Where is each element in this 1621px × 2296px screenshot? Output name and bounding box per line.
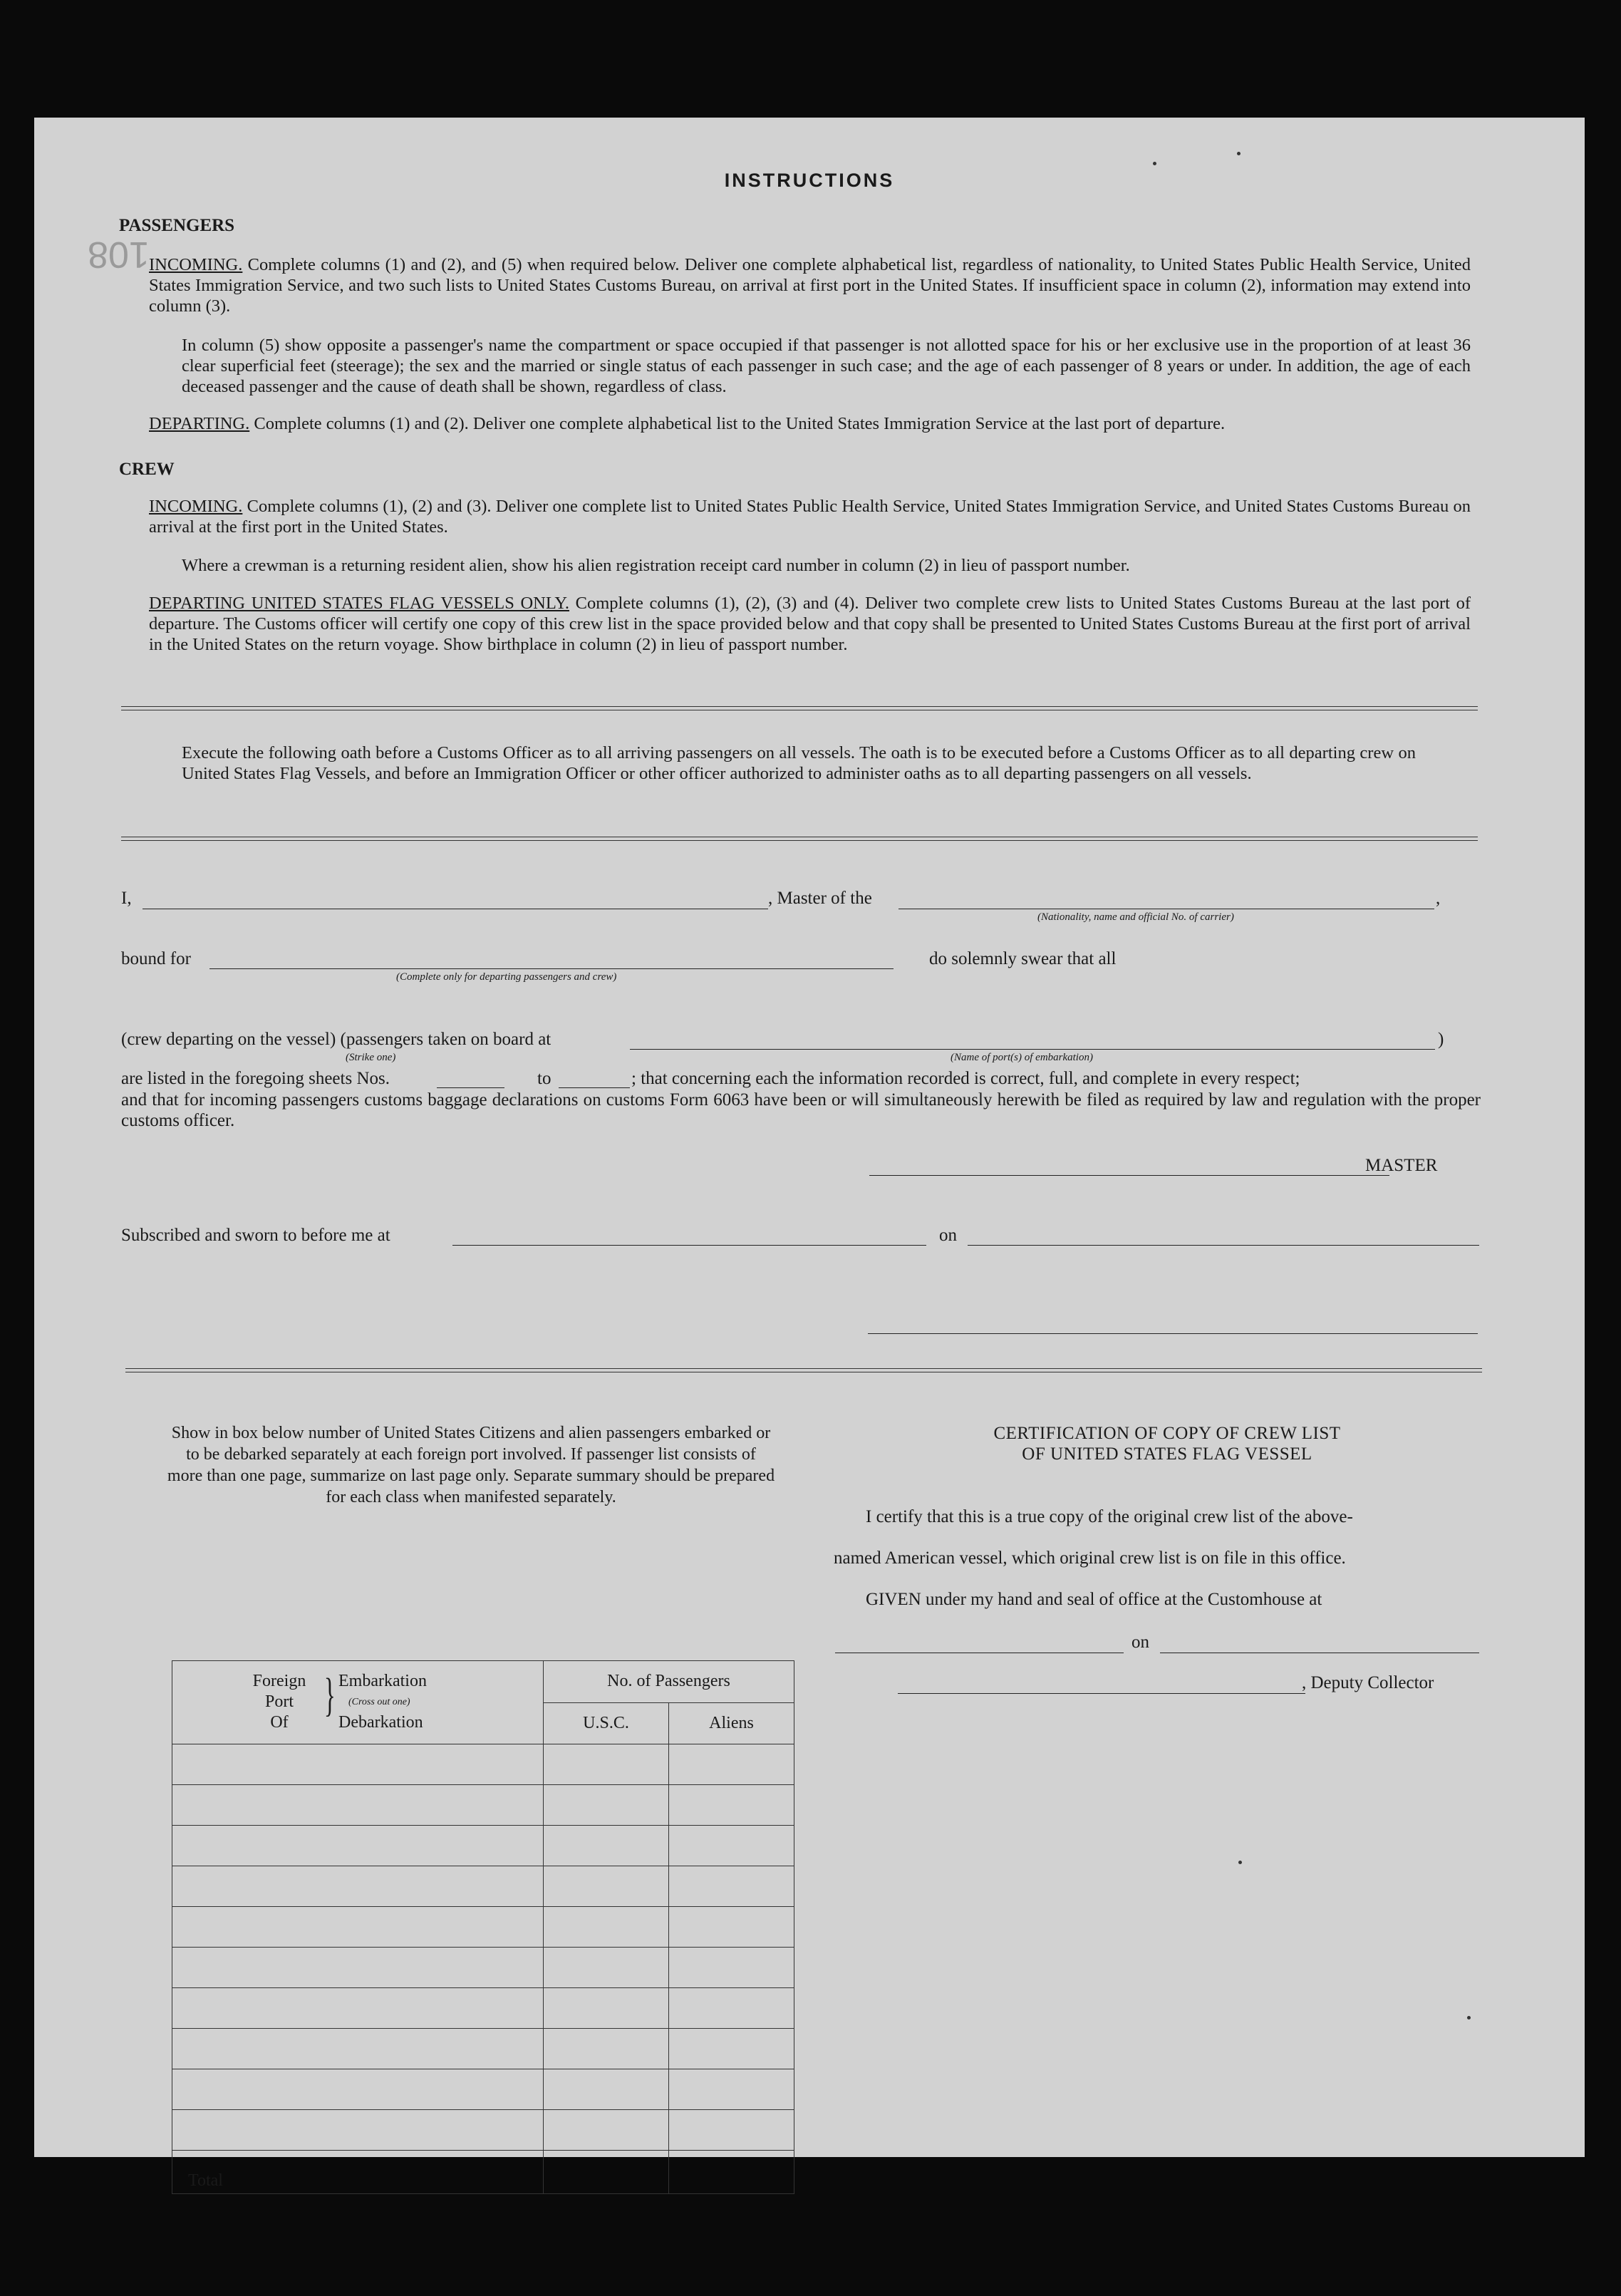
divider xyxy=(121,706,1478,710)
table-row[interactable] xyxy=(172,1744,794,1785)
table-row[interactable] xyxy=(172,2069,794,2110)
crew-heading: CREW xyxy=(119,460,175,479)
form-page xyxy=(34,118,1585,2190)
strike-one-caption: (Strike one) xyxy=(346,1052,396,1063)
margin-number: 108 xyxy=(88,234,150,275)
crew-incoming xyxy=(149,496,1471,537)
crew-departing-strike: (crew departing on the vessel) (passengers taken on board at xyxy=(121,1030,551,1049)
passengers-incoming xyxy=(149,254,1471,316)
bound-for-field[interactable] xyxy=(209,968,894,969)
swear: do solemnly swear that all xyxy=(929,949,1117,968)
listed-a: are listed in the foregoing sheets Nos. xyxy=(121,1069,390,1088)
foreign-label: Foreign xyxy=(252,1672,306,1690)
master-label: MASTER xyxy=(1365,1156,1438,1175)
table-header-row xyxy=(172,1661,794,1703)
embarkation-label: Embarkation xyxy=(338,1672,427,1690)
departing-caption: (Complete only for departing passengers and crew) xyxy=(396,971,617,983)
oath-i: I, xyxy=(121,889,132,908)
table-row[interactable] xyxy=(172,1826,794,1866)
passengers-departing-text: Complete columns (1) and (2). Deliver one complete alphabetical list to the United States Immigration Service at the last port of departure. xyxy=(254,414,1226,433)
port-label: Port xyxy=(264,1692,294,1711)
crew-departing-label: DEPARTING UNITED STATES FLAG VESSELS ONLY. xyxy=(149,594,570,613)
certify-line2: named American vessel, which original crew list is on file in this office. xyxy=(834,1548,1346,1568)
given: GIVEN under my hand and seal of office at the Customhouse at xyxy=(866,1590,1322,1609)
brace-symbol: } xyxy=(323,1669,336,1721)
usc-header: U.S.C. xyxy=(544,1702,669,1744)
table-row[interactable] xyxy=(172,1988,794,2029)
speck xyxy=(1153,162,1156,165)
table-row[interactable] xyxy=(172,2029,794,2069)
page-title: INSTRUCTIONS xyxy=(724,170,895,191)
master-of: , Master of the xyxy=(768,889,872,908)
sheet-from-field[interactable] xyxy=(437,1087,504,1088)
crew-departing-text: Complete columns (1), (2), (3) and (4). Deliver two complete crew lists to United States Customs Bureau at the last port of departure. The Customs officer will certify one copy of this crew list in the space provided below and that copy shall be presented to United States Customs Bureau at the first port of arrival in the United States on the return voyage. Show birthplace in column (2) in lieu of passport number. xyxy=(149,594,1471,654)
officer-signature-field[interactable] xyxy=(868,1333,1478,1334)
sworn-place-field[interactable] xyxy=(452,1245,926,1246)
total-row[interactable] xyxy=(172,2151,794,2194)
sheet-to-field[interactable] xyxy=(559,1087,630,1088)
listed-to: to xyxy=(537,1069,551,1088)
port-header xyxy=(172,1661,544,1744)
deputy-label: , Deputy Collector xyxy=(1302,1673,1434,1692)
speck xyxy=(1238,1861,1242,1864)
passengers-incoming-label: INCOMING. xyxy=(149,255,243,274)
total-label: Total xyxy=(172,2151,544,2194)
debarkation-label: Debarkation xyxy=(338,1713,423,1732)
aliens-header: Aliens xyxy=(669,1702,794,1744)
certification-on: on xyxy=(1131,1633,1149,1652)
sworn-date-field[interactable] xyxy=(968,1245,1479,1246)
sworn-on: on xyxy=(939,1226,957,1245)
passengers-departing xyxy=(149,413,1471,434)
table-row[interactable] xyxy=(172,1907,794,1948)
table-row[interactable] xyxy=(172,1948,794,1988)
certify-line1: I certify that this is a true copy of the original crew list of the above- xyxy=(866,1507,1353,1526)
table-row[interactable] xyxy=(172,1866,794,1907)
passengers-column5: In column (5) show opposite a passenger's name the compartment or space occupied if that passenger is not allotted space for his or her exclusive use in the proportion of at least 36 clear superficial feet (steerage); the sex and the married or single status of each passenger in such case; and the age of each passenger of 8 years or under. In addition, the age of each deceased passenger and the cause of death shall be shown, regardless of class. xyxy=(182,336,1471,396)
crew-incoming-label: INCOMING. xyxy=(149,497,243,516)
divider xyxy=(121,837,1478,841)
deputy-signature-field[interactable] xyxy=(898,1693,1305,1694)
embarkation-ports-field[interactable] xyxy=(630,1049,1435,1050)
passengers-departing-label: DEPARTING. xyxy=(149,414,250,433)
passenger-summary-table xyxy=(172,1660,794,2194)
of-label: Of xyxy=(270,1713,289,1732)
nationality-caption: (Nationality, name and official No. of carrier) xyxy=(1037,911,1234,923)
passengers-header: No. of Passengers xyxy=(544,1661,794,1703)
close-paren: ) xyxy=(1438,1030,1444,1049)
table-row[interactable] xyxy=(172,2110,794,2151)
cross-out-label: (Cross out one) xyxy=(348,1697,410,1707)
crew-incoming-text: Complete columns (1), (2) and (3). Deliver one complete list to United States Public Health Service, United States Immigration Service, and United States Customs Bureau on arrival at the first port in the United States. xyxy=(149,497,1471,537)
table-row[interactable] xyxy=(172,1785,794,1826)
passengers-heading: PASSENGERS xyxy=(119,216,235,235)
passengers-incoming-text: Complete columns (1) and (2), and (5) when required below. Deliver one complete alphabetical list, regardless of nationality, to United States Public Health Service, United States Immigration Service, and two such lists to United States Customs Bureau, on arrival at first port in the United States. If insufficient space in column (2), information may extend into column (3). xyxy=(149,255,1471,316)
subscribed: Subscribed and sworn to before me at xyxy=(121,1226,390,1245)
speck xyxy=(1467,2016,1471,2020)
certification-title-line2: OF UNITED STATES FLAG VESSEL xyxy=(1022,1444,1312,1464)
divider xyxy=(125,1368,1482,1372)
oath-intro: Execute the following oath before a Customs Officer as to all arriving passengers on all vessels. The oath is to be executed before a Customs Officer as to all departing crew on United States Flag Vessels, and before an Immigration Officer or other officer authorized to administer oaths as to all departing passengers on all vessels. xyxy=(182,743,1416,783)
summary-instructions: Show in box below number of United States Citizens and alien passengers embarked or to be debarked separately at each foreign port involved. If passenger list consists of more than one page, summarize on last page only. Separate summary should be prepared for each class when manifested separately. xyxy=(167,1424,775,1506)
listed-c: and that for incoming passengers customs baggage declarations on customs Form 6063 have been or will simultaneously herewith be filed as required by law and regulation with the proper customs officer. xyxy=(121,1090,1481,1130)
crew-returning: Where a crewman is a returning resident alien, show his alien registration receipt card number in column (2) in lieu of passport number. xyxy=(182,556,1130,575)
speck xyxy=(1237,152,1241,155)
listed-b: ; that concerning each the information recorded is correct, full, and complete in every respect; xyxy=(631,1069,1300,1088)
master-signature-field[interactable] xyxy=(869,1175,1389,1176)
oath-comma: , xyxy=(1436,889,1441,908)
certification-title-line1: CERTIFICATION OF COPY OF CREW LIST xyxy=(993,1424,1341,1443)
certification-title xyxy=(854,1423,1481,1464)
bound-for: bound for xyxy=(121,949,191,968)
crew-departing xyxy=(149,593,1471,655)
ports-caption: (Name of port(s) of embarkation) xyxy=(951,1052,1093,1063)
